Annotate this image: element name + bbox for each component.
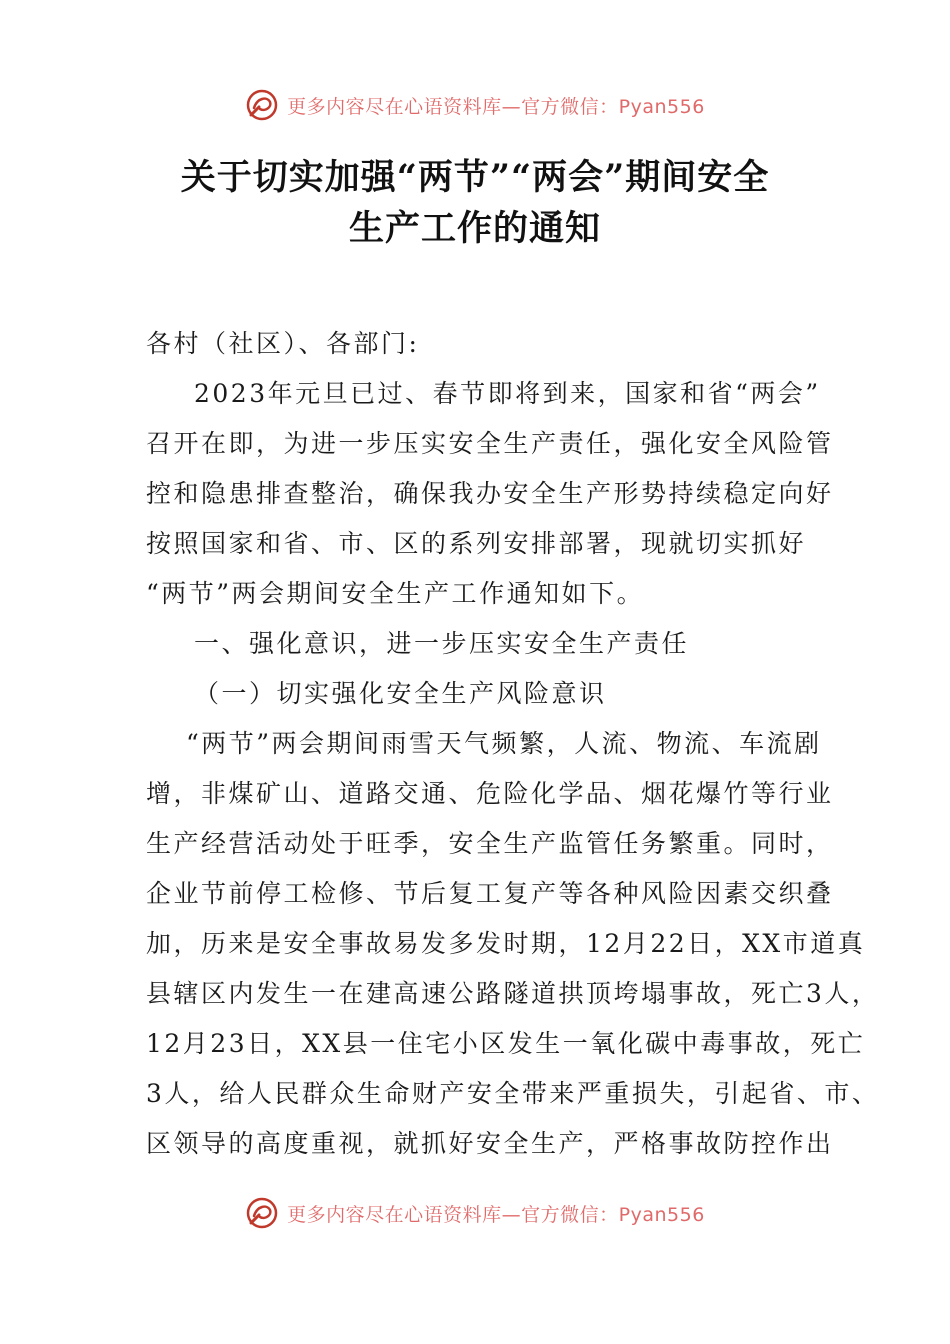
document-title-line-1: 关于切实加强“两节”“两会”期间安全 [180,157,770,198]
swirl-logo-icon [245,1196,279,1230]
watermark-text: 更多内容尽在心语资料库—官方微信：Pyan556 [287,1203,705,1226]
watermark-header [0,88,950,122]
swirl-logo-icon [245,88,279,122]
paragraph-line: “两节”两会期间安全生产工作通知如下。 [146,579,645,608]
paragraph-line: 控和隐患排查整治，确保我办安全生产形势持续稳定向好 [146,479,834,508]
paragraph-line: 召开在即，为进一步压实安全生产责任，强化安全风险管 [146,429,834,458]
paragraph-line: “两节”两会期间雨雪天气频繁，人流、物流、车流剧 [186,729,822,758]
paragraph-line: 区领导的高度重视，就抓好安全生产，严格事故防控作出 [146,1129,834,1158]
paragraph-line: 增，非煤矿山、道路交通、危险化学品、烟花爆竹等行业 [146,779,834,808]
document-title-line-2: 生产工作的通知 [348,208,601,249]
paragraph-line: 3人，给人民群众生命财产安全带来严重损失，引起省、市、 [146,1079,880,1108]
watermark-footer [0,1196,950,1230]
watermark-text: 更多内容尽在心语资料库—官方微信：Pyan556 [287,95,705,118]
paragraph-line: 按照国家和省、市、区的系列安排部署，现就切实抓好 [146,529,807,558]
paragraph-line: 加，历来是安全事故易发多发时期，12月22日，XX市道真 [146,929,866,958]
paragraph-line: 2023年元旦已过、春节即将到来，国家和省“两会” [194,379,821,408]
subsection-heading: （一）切实强化安全生产风险意识 [194,679,607,708]
paragraph-line: 企业节前停工检修、节后复工复产等各种风险因素交织叠 [146,879,834,908]
section-heading: 一、强化意识，进一步压实安全生产责任 [194,629,690,658]
paragraph-line: 12月23日，XX县一住宅小区发生一氧化碳中毒事故，死亡 [146,1029,866,1058]
paragraph-line: 生产经营活动处于旺季，安全生产监管任务繁重。同时， [146,829,834,858]
paragraph-line: 县辖区内发生一在建高速公路隧道拱顶垮塌事故，死亡3人， [146,979,880,1008]
salutation: 各村（社区）、各部门: [146,329,420,358]
